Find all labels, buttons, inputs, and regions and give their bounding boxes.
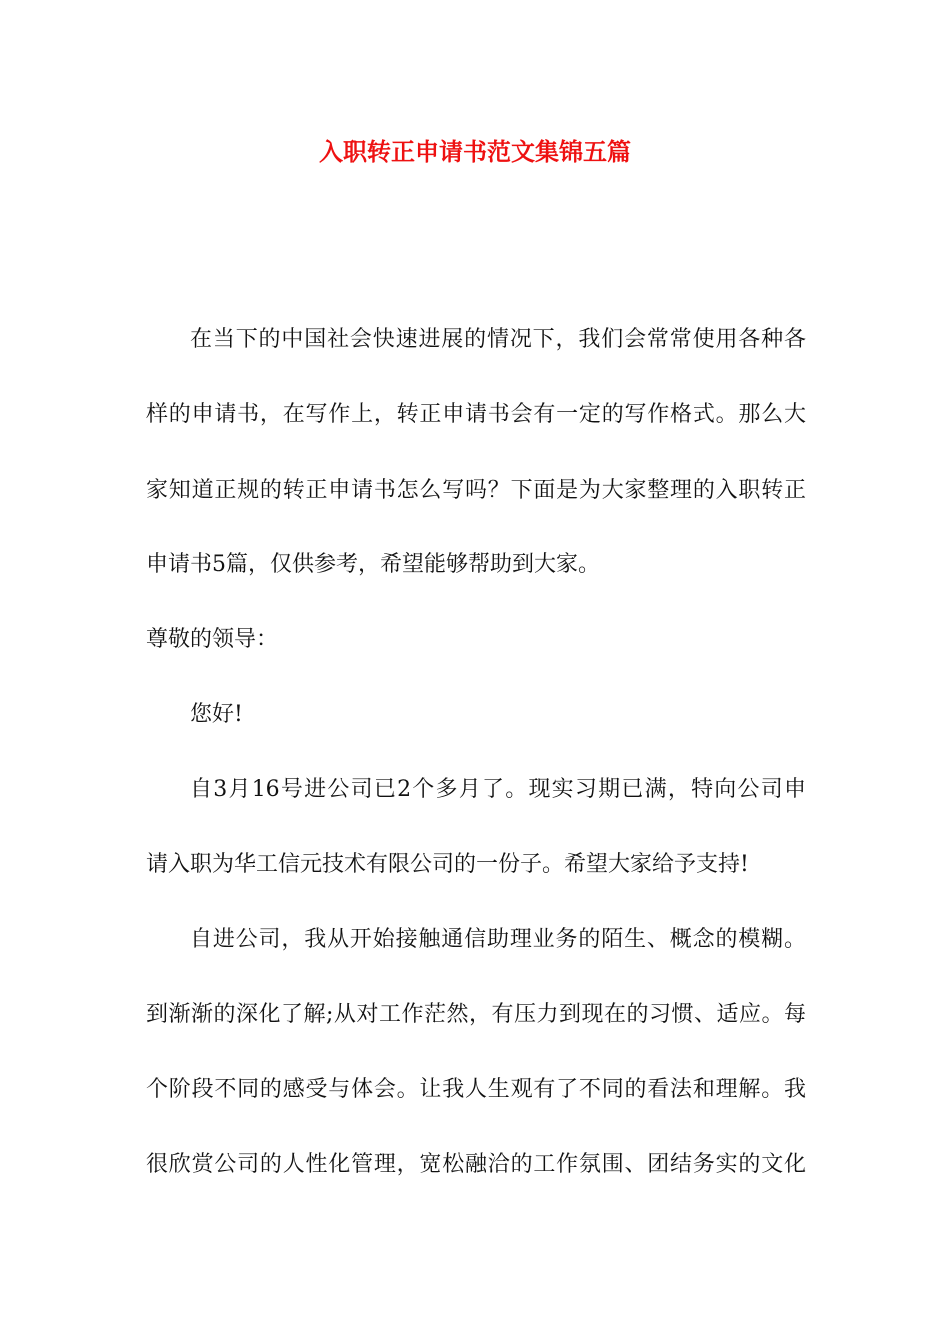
salutation: 尊敬的领导： — [146, 627, 279, 652]
paragraph-line: 到渐渐的深化了解;从对工作茫然，有压力到现在的习惯、适应。每 — [146, 1002, 806, 1027]
paragraph-line: 个阶段不同的感受与体会。让我人生观有了不同的看法和理解。我 — [146, 1077, 806, 1102]
greeting: 您好! — [190, 702, 243, 727]
paragraph-line: 申请书5篇，仅供参考，希望能够帮助到大家。 — [146, 552, 600, 577]
paragraph-line: 很欣赏公司的人性化管理，宽松融洽的工作氛围、团结务实的文化 — [146, 1152, 806, 1177]
paragraph-line: 在当下的中国社会快速进展的情况下，我们会常常使用各种各 — [190, 327, 806, 352]
paragraph-line: 家知道正规的转正申请书怎么写吗？下面是为大家整理的入职转正 — [146, 478, 806, 503]
paragraph-line: 样的申请书，在写作上，转正申请书会有一定的写作格式。那么大 — [146, 402, 806, 427]
paragraph-line: 自进公司，我从开始接触通信助理业务的陌生、概念的模糊。 — [190, 927, 806, 952]
paragraph-line: 请入职为华工信元技术有限公司的一份子。希望大家给予支持! — [146, 852, 749, 877]
document-title: 入职转正申请书范文集锦五篇 — [319, 138, 631, 166]
paragraph-line: 自3月16号进公司已2个多月了。现实习期已满，特向公司申 — [190, 777, 806, 802]
